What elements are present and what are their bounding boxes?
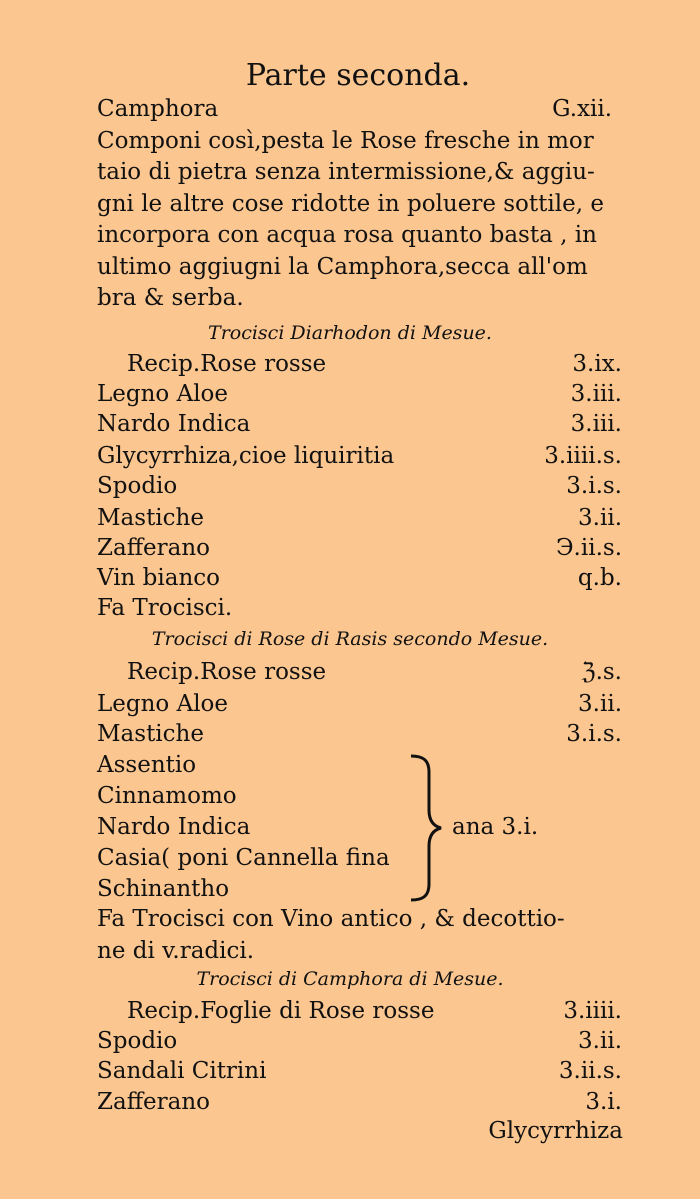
recipe-row [97, 656, 622, 688]
text-line: Componi così,pesta le Rose fresche in mor [97, 127, 594, 154]
recipe-row [97, 562, 622, 594]
quantity: Э.ii.s. [555, 535, 622, 561]
page-header [0, 58, 700, 93]
ingredient: Nardo Indica [97, 411, 251, 437]
ingredient: Legno Aloe [97, 381, 229, 407]
quantity: q.b. [577, 565, 622, 591]
quantity: 3.ii. [578, 691, 622, 717]
grouped-ingredient [97, 873, 622, 905]
recipe-row [97, 408, 622, 440]
recipe-row [97, 470, 622, 502]
quantity: 3.i.s. [566, 721, 622, 747]
ingredient: Cinnamomo [97, 783, 237, 809]
ingredient: Recip.Rose rosse [127, 351, 327, 377]
ingredient: Nardo Indica [97, 814, 251, 840]
recipe-row [97, 718, 622, 750]
recipe-row [97, 1025, 622, 1057]
ingredient: Assentio [97, 752, 197, 778]
ingredient: Spodio [97, 1028, 178, 1054]
recipe-heading: Trocisci Diarhodon di Mesue. [208, 322, 492, 344]
grouped-ingredient [97, 842, 622, 874]
text-line: incorpora con acqua rosa quanto basta , in [97, 222, 597, 248]
grouped-ingredient [97, 749, 622, 781]
ingredient: Legno Aloe [97, 691, 229, 717]
quantity: 3.ii.s. [558, 1058, 622, 1084]
quantity: 3.iiii. [563, 998, 622, 1024]
group-quantity: ana 3.i. [452, 814, 539, 840]
recipe-row [97, 532, 622, 564]
quantity: 3.ix. [572, 351, 622, 377]
recipe-row [97, 502, 622, 534]
grouped-ingredient [97, 811, 622, 843]
recipe-row [97, 440, 622, 472]
quantity: 3.ii. [578, 1028, 622, 1054]
quantity: 3.i.s. [566, 473, 622, 499]
ingredient: Sandali Citrini [97, 1058, 267, 1084]
recipe-row [97, 1086, 622, 1118]
recipe-row [97, 995, 622, 1027]
ingredient: Spodio [97, 473, 178, 499]
text-line: ultimo aggiugni la Camphora,secca all'om [97, 253, 588, 280]
ingredient: Mastiche [97, 505, 204, 531]
catchword: Glycyrrhiza [488, 1118, 623, 1144]
quantity: 3.iii. [570, 411, 622, 437]
text-line: taio di pietra senza intermissione,& aggiu- [97, 159, 595, 185]
text-line: Fa Trocisci con Vino antico , & decottio- [97, 906, 565, 932]
quantity: 3.iiii.s. [544, 443, 622, 469]
text-line: gni le altre cose ridotte in poluere sottile, e [97, 190, 604, 217]
ingredient: Casia( poni Cannella fina [97, 845, 390, 871]
ingredient: Schinantho [97, 876, 230, 902]
text-line: bra & serba. [97, 285, 244, 311]
ingredient: Vin bianco [97, 565, 221, 591]
quantity: 3.ii. [578, 505, 622, 531]
running-title: Parte seconda. [245, 58, 471, 93]
instruction: Fa Trocisci. [97, 595, 233, 621]
recipe-row [97, 1055, 622, 1087]
ingredient: Zafferano [97, 1089, 211, 1115]
instruction-paragraph [97, 904, 617, 967]
ingredient: Glycyrrhiza,cioe liquiritia [97, 443, 395, 469]
text-line: ne di v.radici. [97, 937, 255, 964]
recipe-row [97, 348, 622, 380]
curly-brace-icon [405, 748, 445, 908]
recipe-row [97, 688, 622, 720]
recipe-row [97, 378, 622, 410]
camphora-label: Camphora [97, 96, 219, 122]
intro-paragraph [97, 94, 612, 315]
ingredient: Mastiche [97, 721, 204, 747]
quantity: 3.i. [585, 1089, 622, 1115]
ingredient: Zafferano [97, 535, 211, 561]
grouped-ingredient [97, 780, 622, 812]
ingredient: Recip.Foglie di Rose rosse [127, 998, 435, 1024]
recipe-row [97, 592, 622, 624]
recipe-heading: Trocisci di Camphora di Mesue. [196, 968, 504, 990]
section-ref: G.xii. [552, 96, 612, 122]
recipe-heading: Trocisci di Rose di Rasis secondo Mesue. [151, 628, 549, 650]
quantity: 3.iii. [570, 381, 622, 407]
ingredient: Recip.Rose rosse [127, 659, 327, 685]
intro-first-line [97, 94, 612, 126]
quantity: ℨ.s. [581, 659, 622, 685]
